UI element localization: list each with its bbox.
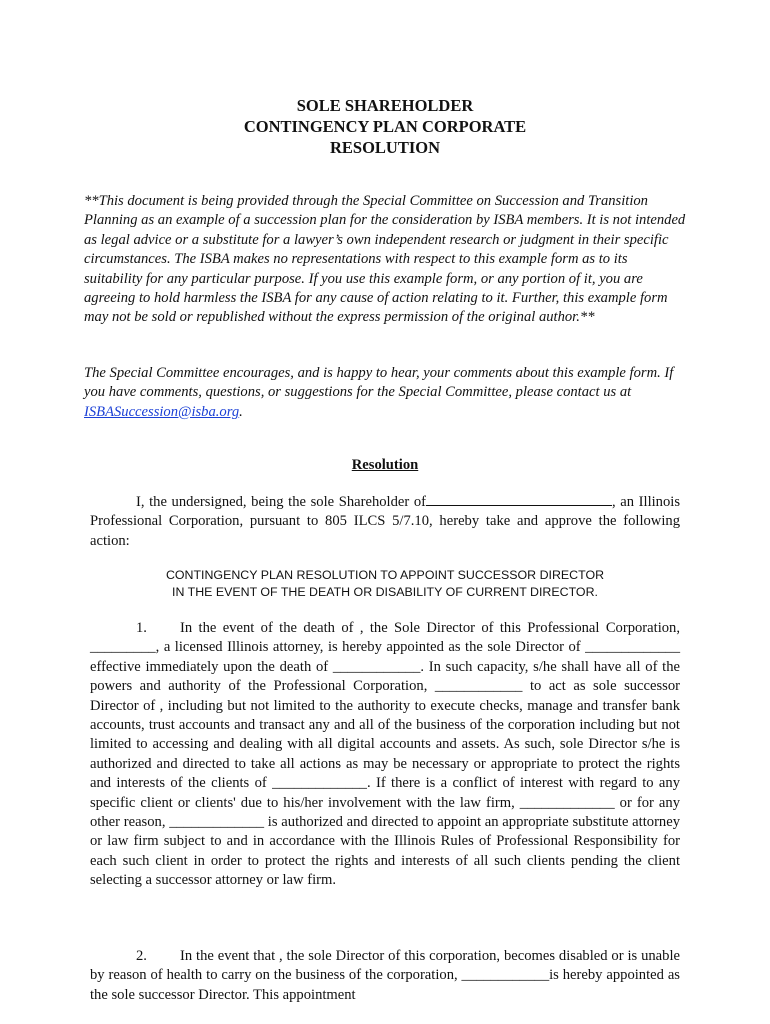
paragraph-1-number: 1. xyxy=(136,620,147,636)
email-link[interactable]: ISBASuccession@isba.org xyxy=(84,403,240,420)
resolution-heading-line-2: IN THE EVENT OF THE DEATH OR DISABILITY OF CURRENT DIRECTOR. xyxy=(172,585,598,599)
disclaimer-paragraph: **This document is being provided through the Special Committee on Succession and Transition Planning as an example of a succession plan for the consideration by ISBA members. It is not intended as legal advice or a substitute for a lawyer’s own independent research or judgment in their specific circumstances. The ISBA makes no representations with respect to this example form as to its suitability for any particular purpose. If you use this example form, or any portion of it, you are agreeing to hold harmless the ISBA for any cause of action relating to it. Further, this example form may not be sold or republished without the express permission of the original author.** xyxy=(84,193,686,326)
section-heading-resolution: Resolution xyxy=(351,457,419,473)
paragraph-2-text: In the event that , the sole Director of this corporation, becomes disabled or is unable by reason of health to carry on the business of the corporation, ____________is hereby appointed as the sole successor Director. This appointment xyxy=(90,948,680,1003)
resolution-heading-line-1: CONTINGENCY PLAN RESOLUTION TO APPOINT SUCCESSOR DIRECTOR xyxy=(165,568,605,582)
committee-note-text: The Special Committee encourages, and is happy to hear, your comments about this example form. If you have comments, questions, or suggestions for the Special Committee, please contact us at xyxy=(84,365,674,401)
intro-text-1: I, the undersigned, being the sole Shareholder of xyxy=(136,494,427,510)
paragraph-1 xyxy=(90,619,680,891)
intro-text-2: , an Illinois Professional Corporation, pursuant to 805 ILCS 5/7.10, hereby take and approve the following action: xyxy=(90,494,681,549)
title-line-3: RESOLUTION xyxy=(329,138,441,157)
title-line-2: CONTINGENCY PLAN CORPORATE xyxy=(243,117,527,136)
document-title xyxy=(0,95,770,158)
committee-note-end: . xyxy=(239,403,243,420)
paragraph-1-text: In the event of the death of , the Sole Director of this Professional Corporation, _________, a licensed Illinois attorney, is hereby appointed as the sole Director of _____________ effective immediately upon the death of ____________. In such capacity, s/he shall have all of the powers and authority of the Professional Corporation, ____________ to act as sole successor Director of , including but not limited to the authority to execute checks, manage and transfer bank accounts, trust accounts and transact any and all of the business of the corporation including but not limited to accessing and dealing with all digital accounts and assets. As such, sole Director s/he is authorized and directed to take all actions as may be necessary or appropriate to protect the rights and interests of the clients of _____________. If there is a conflict of interest with regard to any specific client or clients' due to his/her involvement with the law firm, _____________ or for any other reason, _____________ is authorized and directed to appoint an appropriate substitute attorney or law firm subject to and in accordance with the Illinois Rules of Professional Responsibility for each such client in order to protect the rights and interests of all such clients pending the client selecting a successor attorney or law firm. xyxy=(90,620,680,889)
paragraph-2 xyxy=(90,947,680,1005)
committee-note xyxy=(84,364,688,422)
title-line-1: SOLE SHAREHOLDER xyxy=(296,96,474,115)
paragraph-2-number: 2. xyxy=(136,948,147,964)
shareholder-blank-line xyxy=(426,493,612,506)
intro-paragraph xyxy=(90,493,680,551)
resolution-heading xyxy=(0,567,770,601)
